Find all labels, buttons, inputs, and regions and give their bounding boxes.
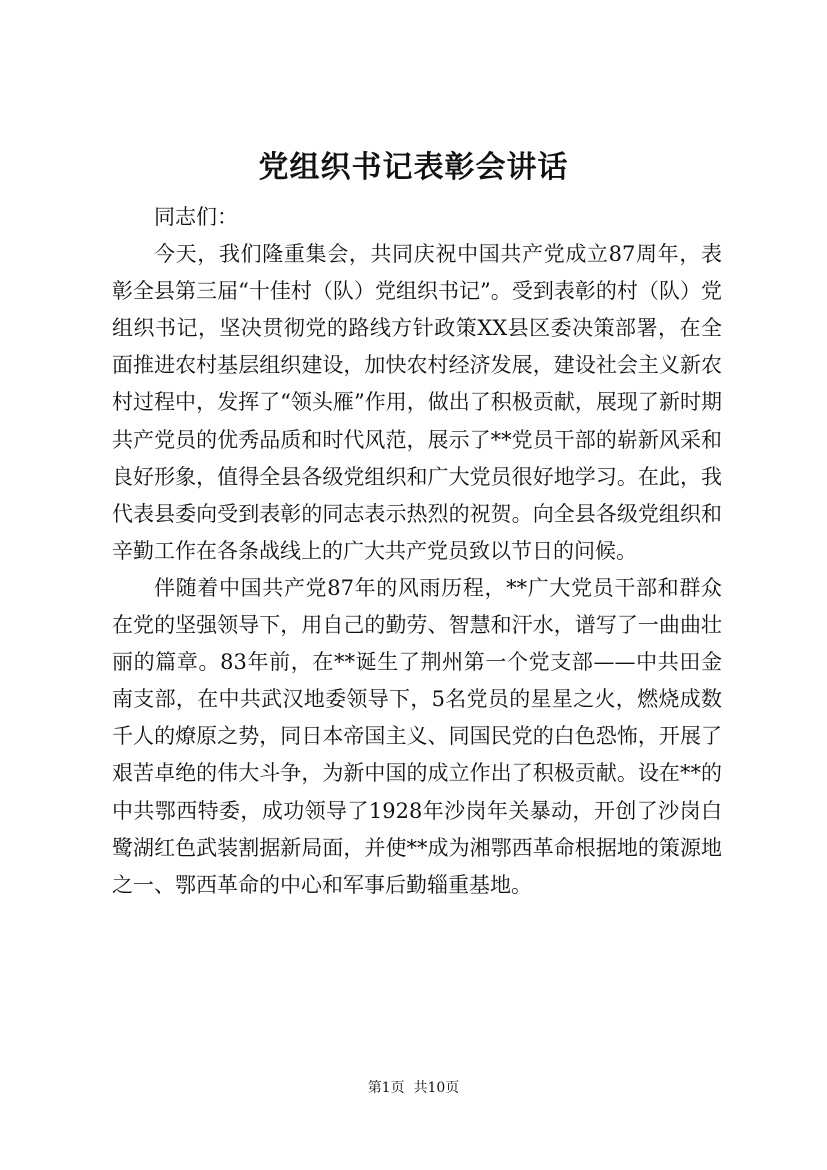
document-title: 党组织书记表彰会讲话 bbox=[258, 150, 569, 185]
page-footer bbox=[0, 1078, 827, 1098]
document-body bbox=[112, 199, 722, 904]
paragraph-1: 今天，我们隆重集会，共同庆祝中国共产党成立87周年，表彰全县第三届“十佳村（队）党组织书记”。受到表彰的村（队）党组织书记，坚决贯彻党的路线方针政策XX县区委决策部署，在全面推进农村基层组织建设，加快农村经济发展，建设社会主义新农村过程中，发挥了“领头雁”作用，做出了积极贡献，展现了新时期共产党员的优秀品质和时代风范，展示了**党员干部的崭新风采和良好形象，值得全县各级党组织和广大党员很好地学习。在此，我代表县委向受到表彰的同志表示热烈的祝贺。向全县各级党组织和辛勤工作在各条战线上的广大共产党员致以节日的问候。 bbox=[112, 242, 722, 563]
salutation: 同志们： bbox=[154, 205, 238, 229]
page-number: 第1页 共10页 bbox=[367, 1080, 460, 1096]
paragraph-2: 伴随着中国共产党87年的风雨历程，**广大党员干部和群众在党的坚强领导下，用自己的勤劳、智慧和汗水，谱写了一曲曲壮丽的篇章。83年前，在**诞生了荆州第一个党支部——中共田金南支部，在中共武汉地委领导下，5名党员的星星之火，燃烧成数千人的燎原之势，同日本帝国主义、同国民党的白色恐怖，开展了艰苦卓绝的伟大斗争，为新中国的成立作出了积极贡献。设在**的中共鄂西特委，成功领导了1928年沙岗年关暴动，开创了沙岗白鹭湖红色武装割据新局面，并使**成为湘鄂西革命根据地的策源地之一、鄂西革命的中心和军事后勤辎重基地。 bbox=[112, 575, 722, 897]
